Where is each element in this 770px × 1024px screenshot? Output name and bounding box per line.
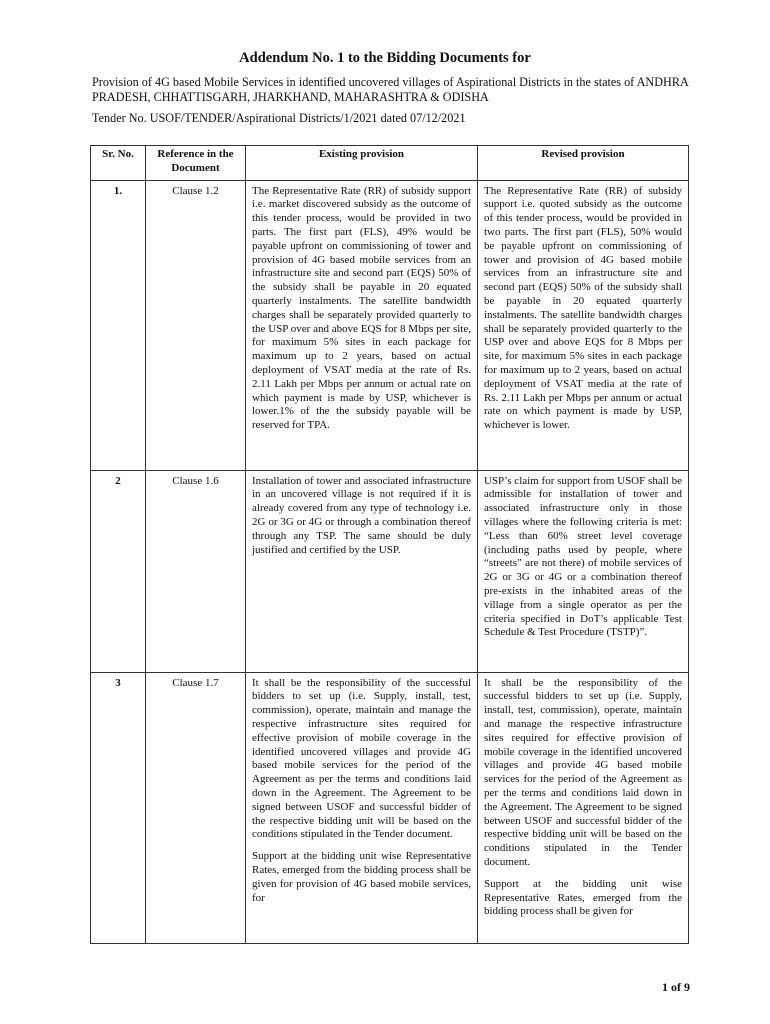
row-reference: Clause 1.6 [146,470,246,672]
table-row [91,470,689,672]
row-revised-provision [478,470,689,672]
row-existing-provision [246,672,478,943]
table-row [91,180,689,470]
row-sr-no: 1. [91,180,146,470]
header-revised-provision: Revised provision [478,146,689,181]
row-revised-provision [478,672,689,943]
revised-paragraph: USP’s claim for support from USOF shall be admissible for installation of tower and associated infrastructure only in those villages where the following criteria is met: “Less than 60% street level coverage (including paths used by people, where “streets” are not there) of mobile services of 2G or 3G or 4G or a combination thereof pre-exists in the inhabited areas of the village from a single operator as per the criteria specified in DoT’s applicable Test Schedule & Test Procedure (TSTP)”. [484,474,682,639]
document-subtitle: Provision of 4G based Mobile Services in identified uncovered villages of Aspirational Districts in the states of ANDHRA PRADESH, CHHATTISGARH, JHARKHAND, MAHARASHTRA & ODISHA [92,75,689,104]
existing-paragraph: Support at the bidding unit wise Representative Rates, emerged from the bidding process shall be given for provision of 4G based mobile services, for [252,850,471,904]
row-sr-no: 3 [91,672,146,943]
row-existing-provision [246,470,478,672]
row-reference: Clause 1.2 [146,180,246,470]
header-sr-no: Sr. No. [91,146,146,181]
header-existing-provision: Existing provision [246,146,478,181]
table-row [91,672,689,943]
table-header-row [91,146,689,181]
revised-paragraph: It shall be the responsibility of the successful bidders to set up (i.e. Supply, install, test, commission), operate, maintain and manage the respective infrastructure sites required for effective provision of mobile coverage in the identified uncovered villages and provide 4G based mobile services for the period of the Agreement as per the terms and conditions laid down in the Agreement. The Agreement to be signed between USOF and successful bidder of the respective bidding unit will be based on the conditions stipulated in the Tender document. [484,676,682,868]
header-reference: Reference in the Document [146,146,246,181]
existing-paragraph: The Representative Rate (RR) of subsidy support i.e. market discovered subsidy as the outcome of this tender process, would be provided in two parts. The first part (FLS), 49% would be payable upfront on commissioning of tower and provision of 4G based mobile services from an infrastructure site and second part (EQS) 50% of the subsidy shall be payable in 20 equated quarterly instalments. The satellite bandwidth charges shall be separately provided quarterly to the USP over and above EQS for 8 Mbps per site, for maximum 5% sites in each package for maximum up to 2 years, based on actual deployment of VSAT media at the rate of Rs. 2.11 Lakh per Mbps per annum or actual rate on which payment is made by USP, whichever is lower.1% of the the subsidy payable will be reserved for TPA. [252,184,471,432]
provisions-table [90,145,689,944]
existing-paragraph: It shall be the responsibility of the successful bidders to set up (i.e. Supply, install, test, commission), operate, maintain and manage the respective infrastructure sites required for effective provision of mobile coverage in the identified uncovered villages and provide 4G based mobile services for the period of the Agreement as per the terms and conditions laid down in the Agreement. The Agreement to be signed between USOF and successful bidder of the respective bidding unit will be based on the conditions stipulated in the Tender document. [252,676,471,841]
row-sr-no: 2 [91,470,146,672]
revised-paragraph: Support at the bidding unit wise Representative Rates, emerged from the bidding process shall be given for [484,877,682,918]
existing-paragraph: Installation of tower and associated infrastructure in an uncovered village is not required if it is already covered from any type of technology i.e. 2G or 3G or 4G or through a combination thereof through any TSP. The same should be duly justified and certified by the USP. [252,474,471,556]
row-existing-provision [246,180,478,470]
document-title: Addendum No. 1 to the Bidding Documents for [239,50,531,66]
tender-number: Tender No. USOF/TENDER/Aspirational Districts/1/2021 dated 07/12/2021 [92,111,466,125]
row-revised-provision [478,180,689,470]
page-number: 1 of 9 [662,980,690,994]
row-reference: Clause 1.7 [146,672,246,943]
revised-paragraph: The Representative Rate (RR) of subsidy support i.e. quoted subsidy as the outcome of this tender process, would be provided in two parts. The first part (FLS), 50% would be payable upfront on commissioning of tower and provision of 4G based mobile services from an infrastructure site and second part (EQS) 50% of the subsidy shall be payable in 20 equated quarterly instalments. The satellite bandwidth charges shall be separately provided quarterly to the USP over and above EQS for 8 Mbps per site, for maximum 5% sites in each package for maximum up to 2 years, based on actual deployment of VSAT media at the rate of Rs. 2.11 Lakh per Mbps per annum or actual rate on which payment is made by USP, whichever is lower. [484,184,682,432]
